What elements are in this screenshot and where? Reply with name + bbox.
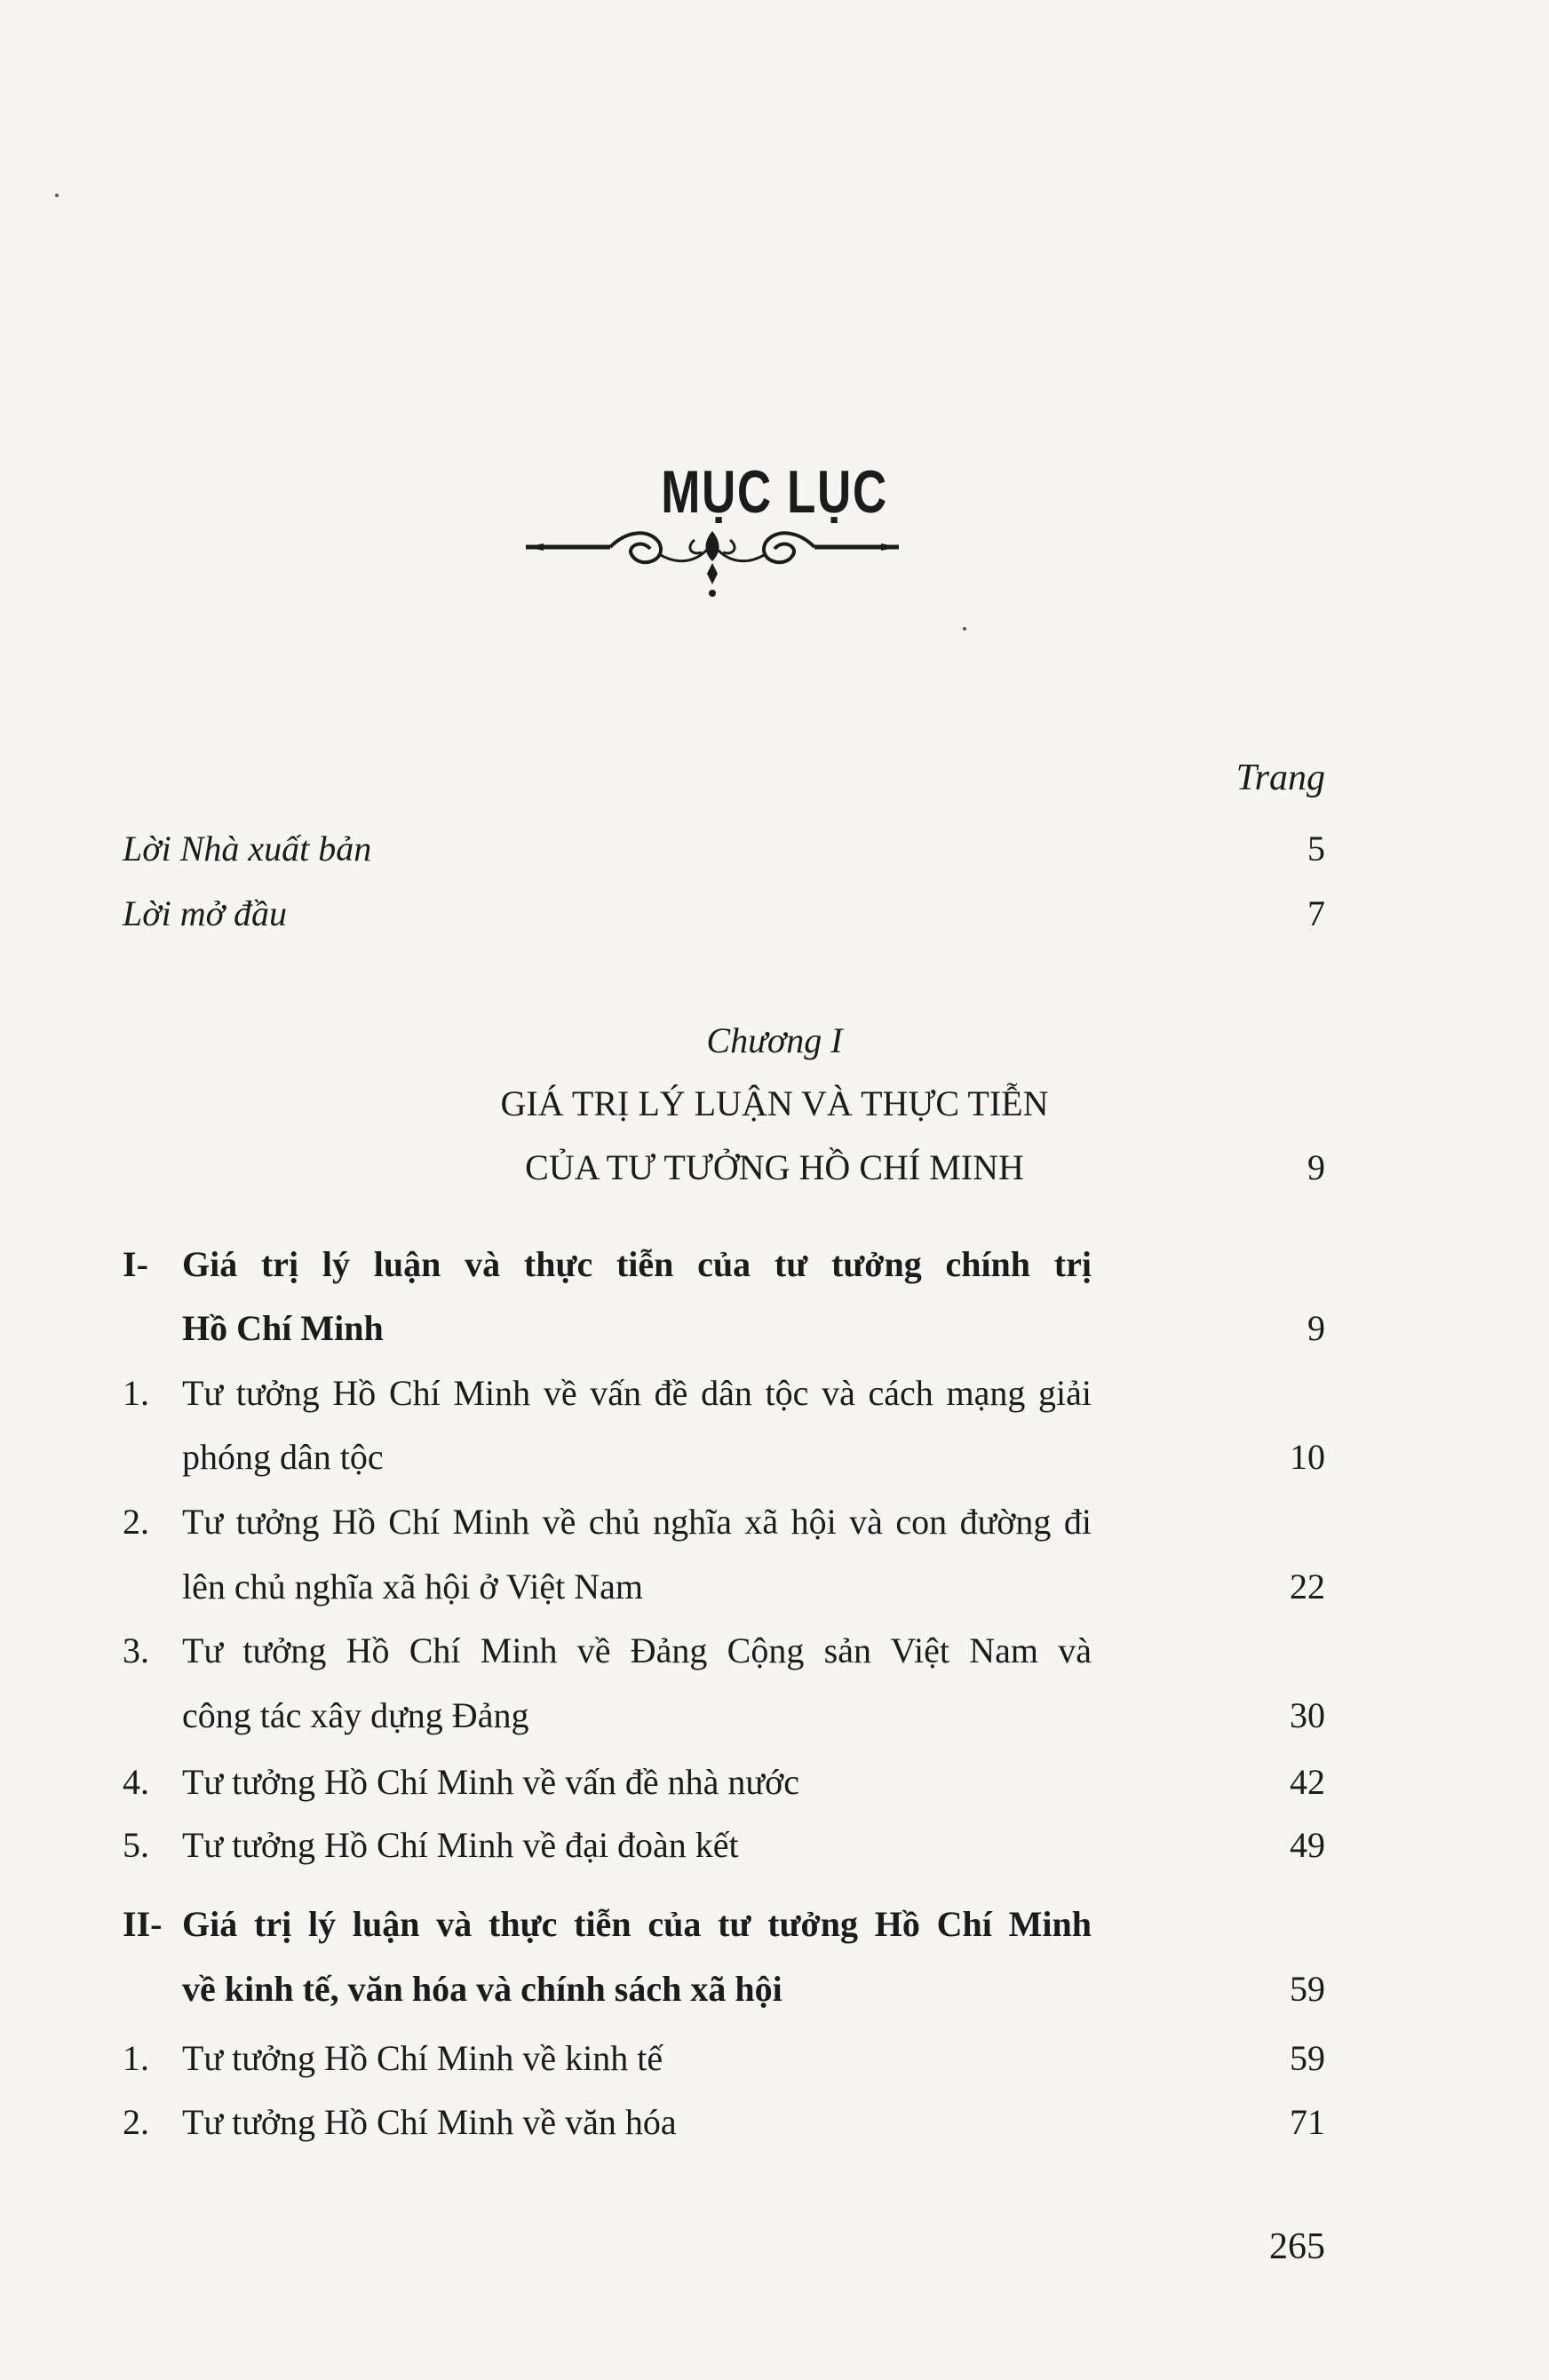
- toc-item: [0, 1761, 1549, 1814]
- toc-section-2-cont: [0, 1968, 1549, 2021]
- toc-entry-page: 9: [1307, 1308, 1325, 1348]
- toc-entry-page: 49: [1290, 1825, 1325, 1865]
- item-title: lên chủ nghĩa xã hội ở Việt Nam: [182, 1567, 644, 1606]
- section-number: II-: [123, 1904, 163, 1944]
- item-number: 1.: [123, 2038, 149, 2078]
- toc-entry-page: 71: [1290, 2102, 1325, 2142]
- section-title: Giá trị lý luận và thực tiễn của tư tưởng chính trị: [182, 1244, 1092, 1284]
- toc-item-cont: [0, 1694, 1549, 1748]
- toc-section-1: [0, 1243, 1549, 1297]
- item-title: Tư tưởng Hồ Chí Minh về kinh tế: [182, 2038, 663, 2078]
- item-title: Tư tưởng Hồ Chí Minh về Đảng Cộng sản Việt Nam và: [182, 1630, 1092, 1670]
- item-title: Tư tưởng Hồ Chí Minh về vấn đề nhà nước: [182, 1762, 800, 1802]
- toc-section-2: [0, 1903, 1549, 1956]
- item-number: 3.: [123, 1630, 149, 1670]
- section-title: về kinh tế, văn hóa và chính sách xã hội: [182, 1969, 782, 2009]
- toc-entry-publisher-note: [0, 828, 1549, 881]
- flourish-ornament-icon: [526, 529, 899, 609]
- toc-entry-page: 59: [1290, 1969, 1325, 2009]
- chapter-title-text: GIÁ TRỊ LÝ LUẬN VÀ THỰC TIỄN: [500, 1083, 1049, 1123]
- item-title: Tư tưởng Hồ Chí Minh về văn hóa: [182, 2102, 677, 2142]
- page-column-header: Trang: [1235, 758, 1325, 798]
- toc-item: [0, 2037, 1549, 2090]
- chapter-title-line-2: [0, 1146, 1549, 1200]
- item-title: Tư tưởng Hồ Chí Minh về đại đoàn kết: [182, 1825, 739, 1865]
- toc-entry-page: 30: [1290, 1695, 1325, 1735]
- chapter-title-line-1: [0, 1083, 1549, 1136]
- item-title: Tư tưởng Hồ Chí Minh về vấn đề dân tộc và cách mạng giải: [182, 1373, 1092, 1413]
- toc-item-cont: [0, 1566, 1549, 1619]
- toc-entry-page: 42: [1290, 1762, 1325, 1802]
- toc-item: [0, 1630, 1549, 1683]
- toc-entry-label: Lời mở đầu: [123, 893, 287, 933]
- item-title: Tư tưởng Hồ Chí Minh về chủ nghĩa xã hội và con đường đi: [182, 1502, 1092, 1542]
- section-title: Hồ Chí Minh: [182, 1308, 384, 1348]
- toc-entry-page: 9: [1307, 1147, 1325, 1187]
- toc-item: [0, 1824, 1549, 1877]
- item-number: 5.: [123, 1825, 149, 1865]
- chapter-title-text: CỦA TƯ TƯỞNG HỒ CHÍ MINH: [525, 1147, 1024, 1187]
- toc-entry-page: 5: [1307, 829, 1325, 869]
- toc-item: [0, 1372, 1549, 1425]
- toc-item: [0, 2101, 1549, 2154]
- item-number: 1.: [123, 1373, 149, 1413]
- toc-entry-page: 59: [1290, 2038, 1325, 2078]
- ink-speck: [55, 194, 59, 197]
- item-title: công tác xây dựng Đảng: [182, 1695, 529, 1735]
- toc-entry-label: Lời Nhà xuất bản: [123, 829, 372, 869]
- page-number: 265: [1269, 2226, 1325, 2267]
- chapter-label-text: Chương I: [706, 1020, 843, 1060]
- chapter-label: [0, 1019, 1549, 1073]
- page-title: MỤC LỤC: [661, 458, 888, 526]
- section-title: Giá trị lý luận và thực tiễn của tư tưởng Hồ Chí Minh: [182, 1904, 1092, 1944]
- item-number: 2.: [123, 2102, 149, 2142]
- toc-entry-page: 22: [1290, 1567, 1325, 1606]
- item-title: phóng dân tộc: [182, 1437, 384, 1477]
- toc-entry-page: 10: [1290, 1437, 1325, 1477]
- item-number: 4.: [123, 1762, 149, 1802]
- toc-item: [0, 1501, 1549, 1554]
- toc-entry-preface: [0, 892, 1549, 946]
- ink-speck: [963, 627, 966, 631]
- toc-entry-page: 7: [1307, 893, 1325, 933]
- item-number: 2.: [123, 1502, 149, 1542]
- toc-section-1-cont: [0, 1307, 1549, 1361]
- toc-item-cont: [0, 1436, 1549, 1489]
- section-number: I-: [123, 1244, 148, 1284]
